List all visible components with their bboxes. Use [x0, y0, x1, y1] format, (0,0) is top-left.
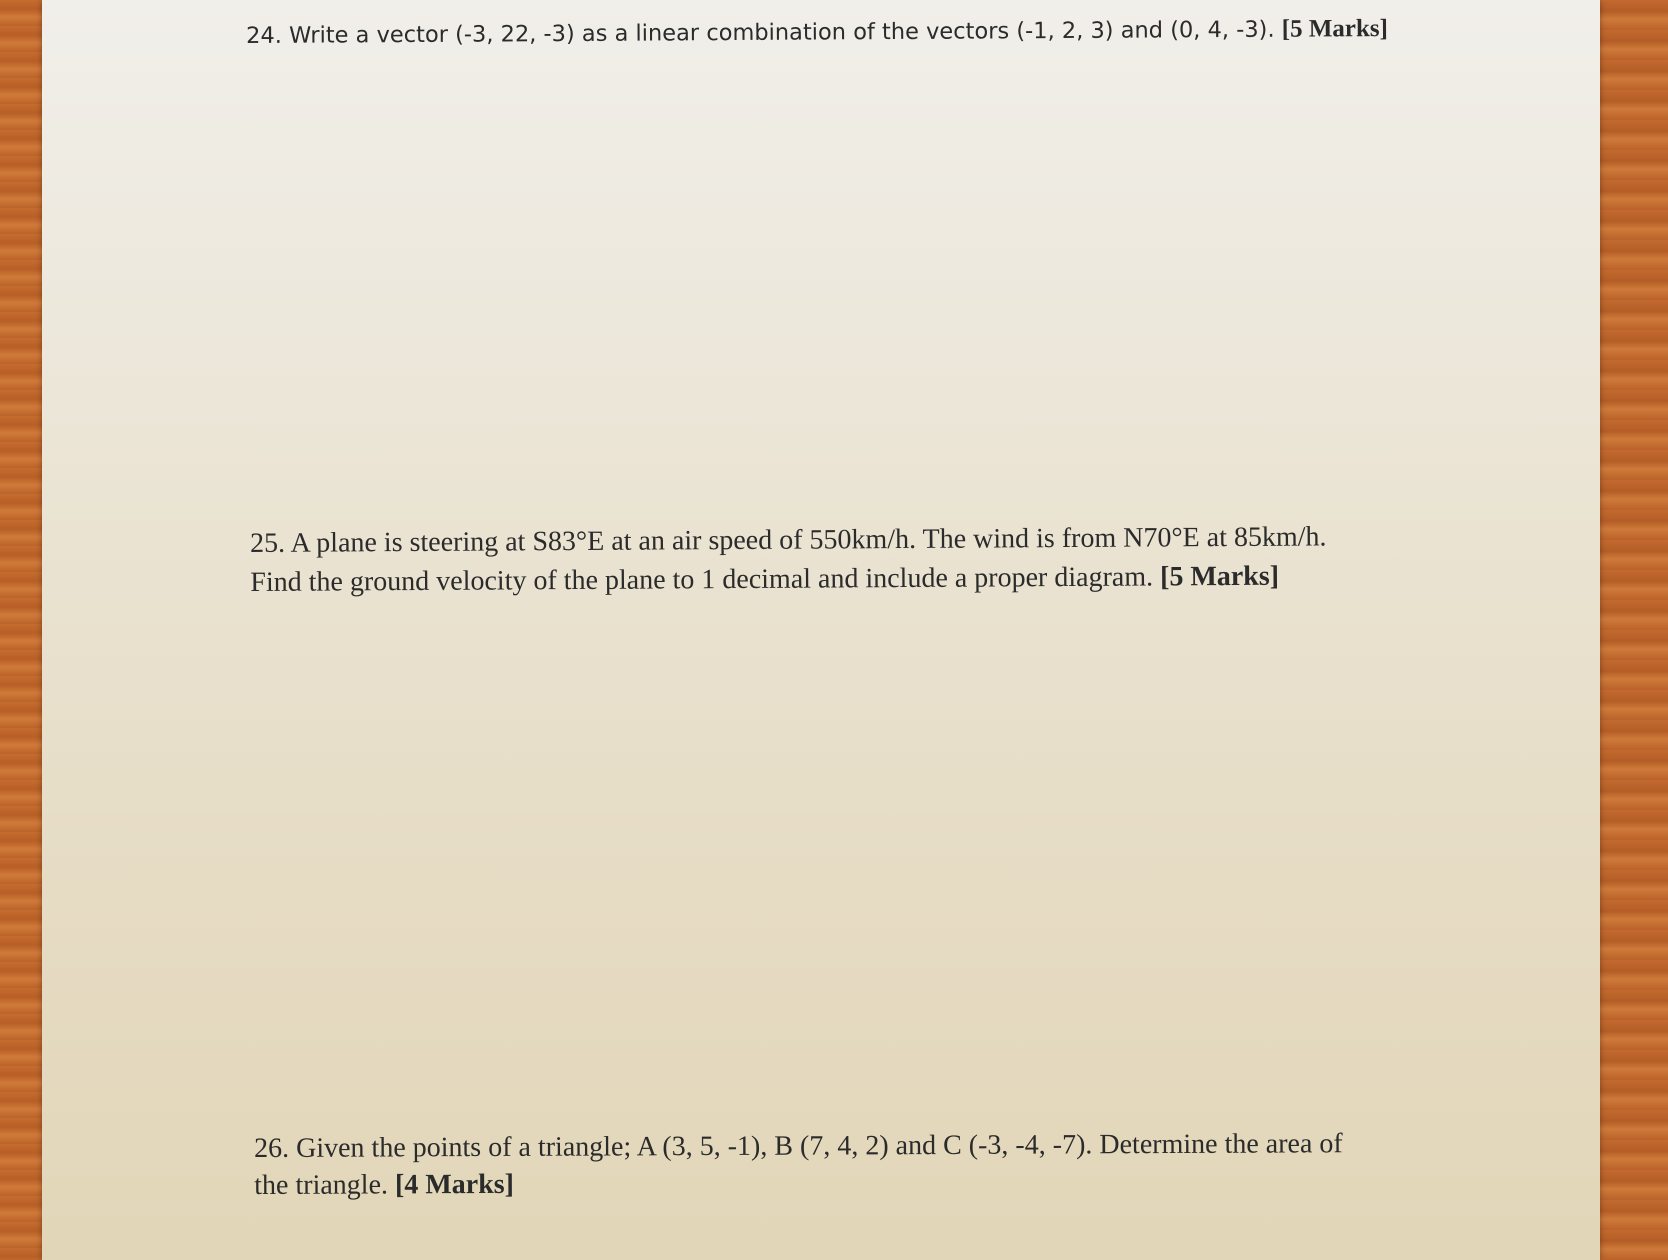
question-25-line-1: 25. A plane is steering at S83°E at an air speed of 550km/h. The wind is from N70°E at 85km/h. — [250, 521, 1327, 559]
question-24-marks: [5 Marks] — [1281, 15, 1389, 43]
question-24-text: 24. Write a vector (-3, 22, -3) as a linear combination of the vectors (-1, 2, 3) and (0, 4, -3). — [246, 16, 1275, 49]
question-26-line-2-text: the triangle. — [254, 1169, 389, 1201]
question-26-marks: [4 Marks] — [394, 1168, 515, 1201]
question-24 — [246, 8, 1546, 56]
question-25 — [250, 516, 1550, 602]
worksheet-page — [42, 0, 1600, 1260]
question-26-line-2 — [254, 1161, 1554, 1204]
question-25-marks: [5 Marks] — [1159, 560, 1280, 593]
question-25-line-2 — [250, 555, 1550, 602]
question-26 — [254, 1124, 1554, 1204]
desk-surface-right — [1598, 0, 1668, 1260]
question-26-line-1: 26. Given the points of a triangle; A (3, 5, -1), B (7, 4, 2) and C (-3, -4, -7). Determine the area of — [254, 1128, 1343, 1164]
question-25-line-2-text: Find the ground velocity of the plane to 1 decimal and include a proper diagram. — [250, 561, 1154, 598]
